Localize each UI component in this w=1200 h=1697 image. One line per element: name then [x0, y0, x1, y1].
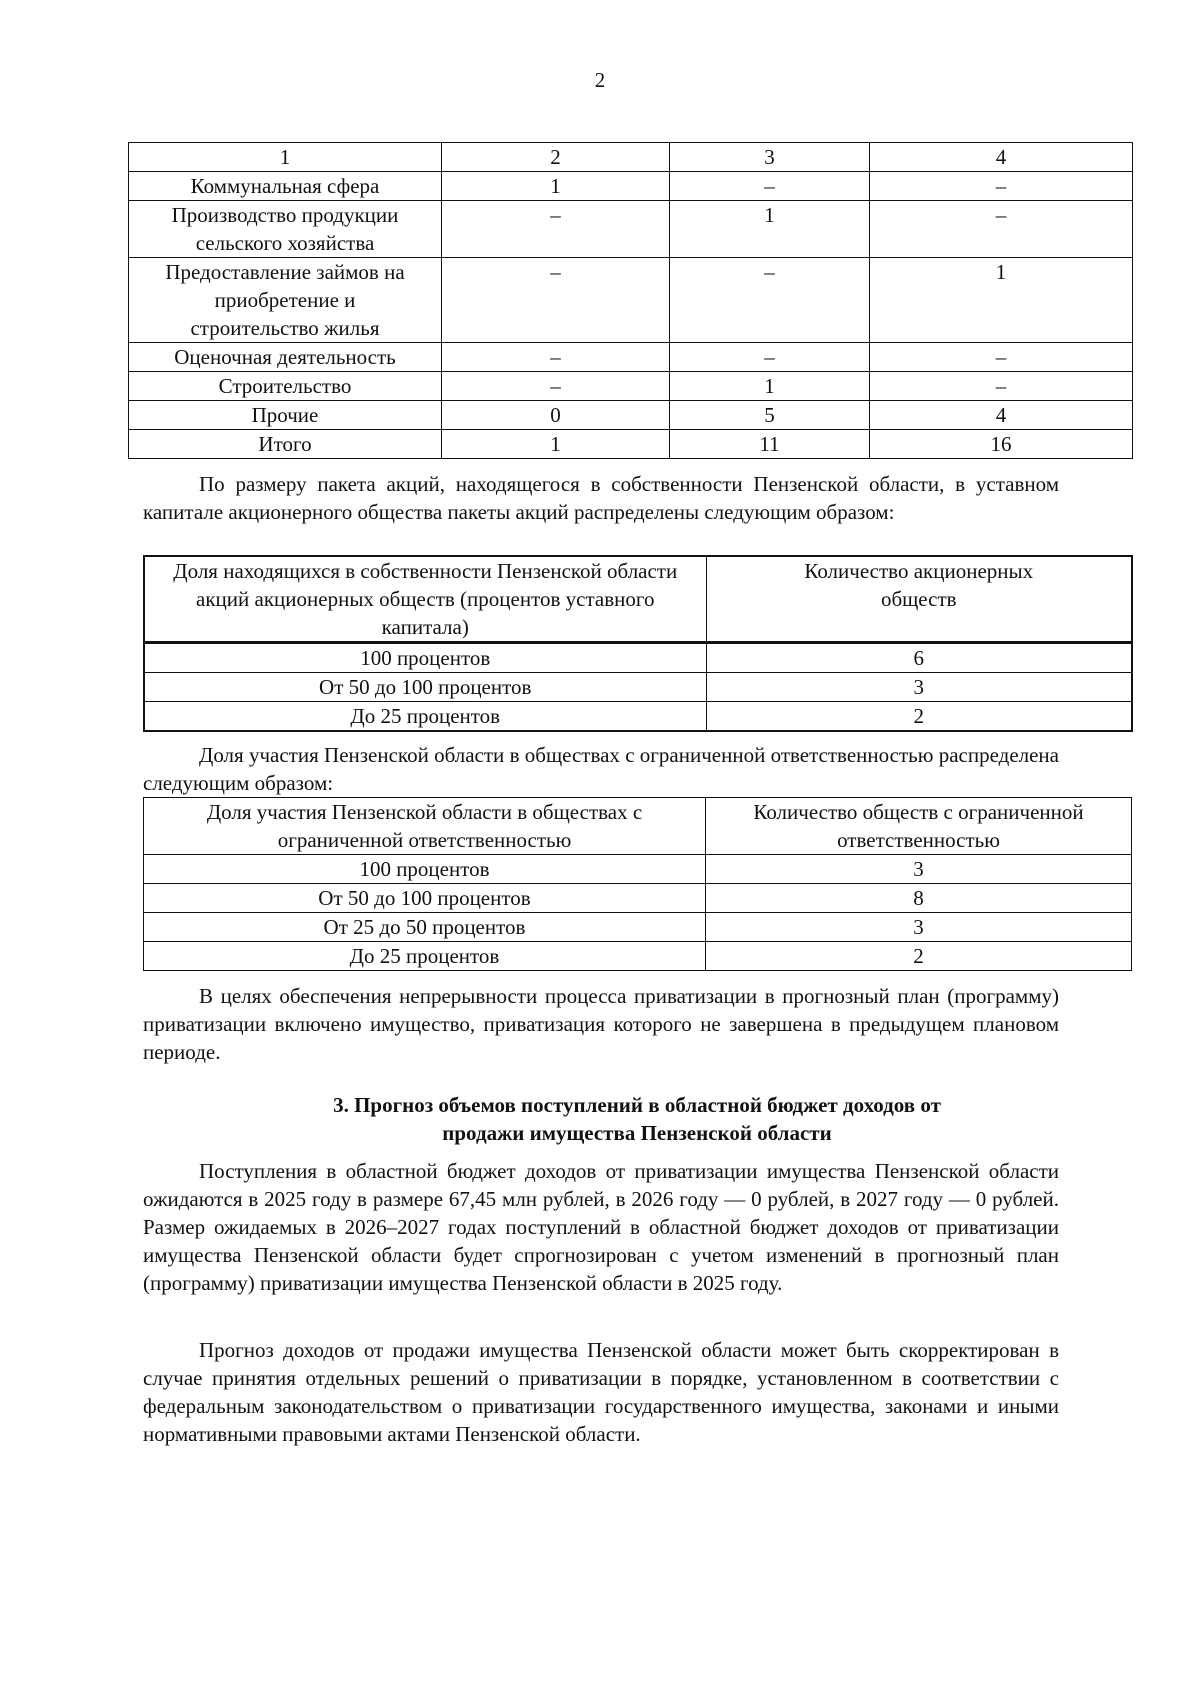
column-header: Доля находящихся в собственности Пензенской области акций акционерных обществ (процентов уставного капитала): [144, 556, 706, 643]
table-cell: До 25 процентов: [144, 942, 706, 971]
table-cell: Строительство: [129, 372, 442, 401]
table-cell: 1: [670, 201, 870, 258]
table-row: [144, 913, 1132, 942]
table-cell: 4: [870, 401, 1133, 430]
joint-stock-table: [143, 555, 1133, 732]
table-row: [129, 343, 1133, 372]
column-number: 2: [442, 143, 670, 172]
paragraph-revenue-forecast: [143, 1157, 1059, 1297]
table-row: [129, 401, 1133, 430]
table-cell: 1: [442, 430, 670, 459]
column-number: 3: [670, 143, 870, 172]
paragraph-text: В целях обеспечения непрерывности процесса приватизации в прогнозный план (программу) приватизации включено имущество, приватизация которого не завершена в предыдущем плановом периоде.: [143, 984, 1059, 1064]
table-cell: –: [442, 258, 670, 343]
table-cell: 3: [706, 913, 1132, 942]
table-cell: Предоставление займов на приобретение и строительство жилья: [129, 258, 442, 343]
paragraph-text: Прогноз доходов от продажи имущества Пензенской области может быть скорректирован в случае принятия отдельных решений о приватизации в порядке, установленном в соответствии с федеральным законодательством о приватизации государственного имущества, законами и иными нормативными правовыми актами Пензенской области.: [143, 1338, 1059, 1446]
column-header: Количество обществ с ограниченной ответственностью: [706, 798, 1132, 855]
table-cell: 11: [670, 430, 870, 459]
table-cell: 8: [706, 884, 1132, 913]
table-cell: От 25 до 50 процентов: [144, 913, 706, 942]
column-header: Доля участия Пензенской области в обществах с ограниченной ответственностью: [144, 798, 706, 855]
table-cell: –: [870, 201, 1133, 258]
llc-table: [143, 797, 1132, 971]
table-cell: 1: [442, 172, 670, 201]
table-cell: –: [442, 201, 670, 258]
table-cell: –: [670, 343, 870, 372]
table-row: [129, 258, 1133, 343]
table-row: [144, 884, 1132, 913]
table-cell: –: [670, 258, 870, 343]
paragraph-forecast-adjustment: [143, 1336, 1059, 1448]
table-cell: До 25 процентов: [144, 702, 706, 732]
paragraph-share-distribution: [143, 470, 1059, 526]
section-heading: [143, 1091, 1131, 1147]
table-cell: –: [870, 172, 1133, 201]
table-row: [129, 372, 1133, 401]
table-row-total: [129, 430, 1133, 459]
table-cell: 1: [670, 372, 870, 401]
table-cell: 16: [870, 430, 1133, 459]
table-cell: 1: [870, 258, 1133, 343]
industry-table: [128, 142, 1133, 459]
table-cell: От 50 до 100 процентов: [144, 884, 706, 913]
table-cell: –: [670, 172, 870, 201]
table-cell: 0: [442, 401, 670, 430]
table-cell: 2: [706, 942, 1132, 971]
table-cell: 100 процентов: [144, 643, 706, 673]
paragraph-text: Доля участия Пензенской области в обществах с ограниченной ответственностью распределена следующим образом:: [143, 743, 1059, 795]
table-row: [144, 702, 1132, 732]
paragraph-text: По размеру пакета акций, находящегося в собственности Пензенской области, в уставном капитале акционерного общества пакеты акций распределены следующим образом:: [143, 472, 1059, 524]
table-cell: –: [870, 343, 1133, 372]
table-cell: 100 процентов: [144, 855, 706, 884]
paragraph-privatization-continuity: [143, 982, 1059, 1066]
table-cell: 5: [670, 401, 870, 430]
table-cell: –: [442, 343, 670, 372]
table-header-row: [129, 143, 1133, 172]
table-header-row: [144, 556, 1132, 643]
column-header: Количество акционерных обществ: [706, 556, 1132, 643]
table-cell: 3: [706, 855, 1132, 884]
table-row: [144, 673, 1132, 702]
column-number: 4: [870, 143, 1133, 172]
heading-line: продажи имущества Пензенской области: [442, 1121, 832, 1145]
table-header-row: [144, 798, 1132, 855]
table-row: [129, 201, 1133, 258]
table-cell: –: [442, 372, 670, 401]
table-cell: Итого: [129, 430, 442, 459]
table-cell: Прочие: [129, 401, 442, 430]
heading-line: 3. Прогноз объемов поступлений в областной бюджет доходов от: [333, 1093, 941, 1117]
table-row: [129, 172, 1133, 201]
table-row: [144, 855, 1132, 884]
table-cell: 3: [706, 673, 1132, 702]
table-cell: Коммунальная сфера: [129, 172, 442, 201]
table-row: [144, 942, 1132, 971]
table-cell: Производство продукции сельского хозяйства: [129, 201, 442, 258]
table-cell: 2: [706, 702, 1132, 732]
table-row: [144, 643, 1132, 673]
table-cell: От 50 до 100 процентов: [144, 673, 706, 702]
table-cell: –: [870, 372, 1133, 401]
paragraph-text: Поступления в областной бюджет доходов от приватизации имущества Пензенской области ожидаются в 2025 году в размере 67,45 млн рублей, в 2026 году — 0 рублей, в 2027 году — 0 рублей. Размер ожидаемых в 2026–2027 годах поступлений в областной бюджет доходов от приватизации имущества Пензенской области будет спрогнозирован с учетом изменений в прогнозный план (программу) приватизации имущества Пензенской области в 2025 году.: [143, 1159, 1059, 1295]
paragraph-llc-distribution: [143, 741, 1059, 797]
page-number: 2: [594, 68, 606, 92]
column-number: 1: [129, 143, 442, 172]
table-cell: Оценочная деятельность: [129, 343, 442, 372]
table-cell: 6: [706, 643, 1132, 673]
